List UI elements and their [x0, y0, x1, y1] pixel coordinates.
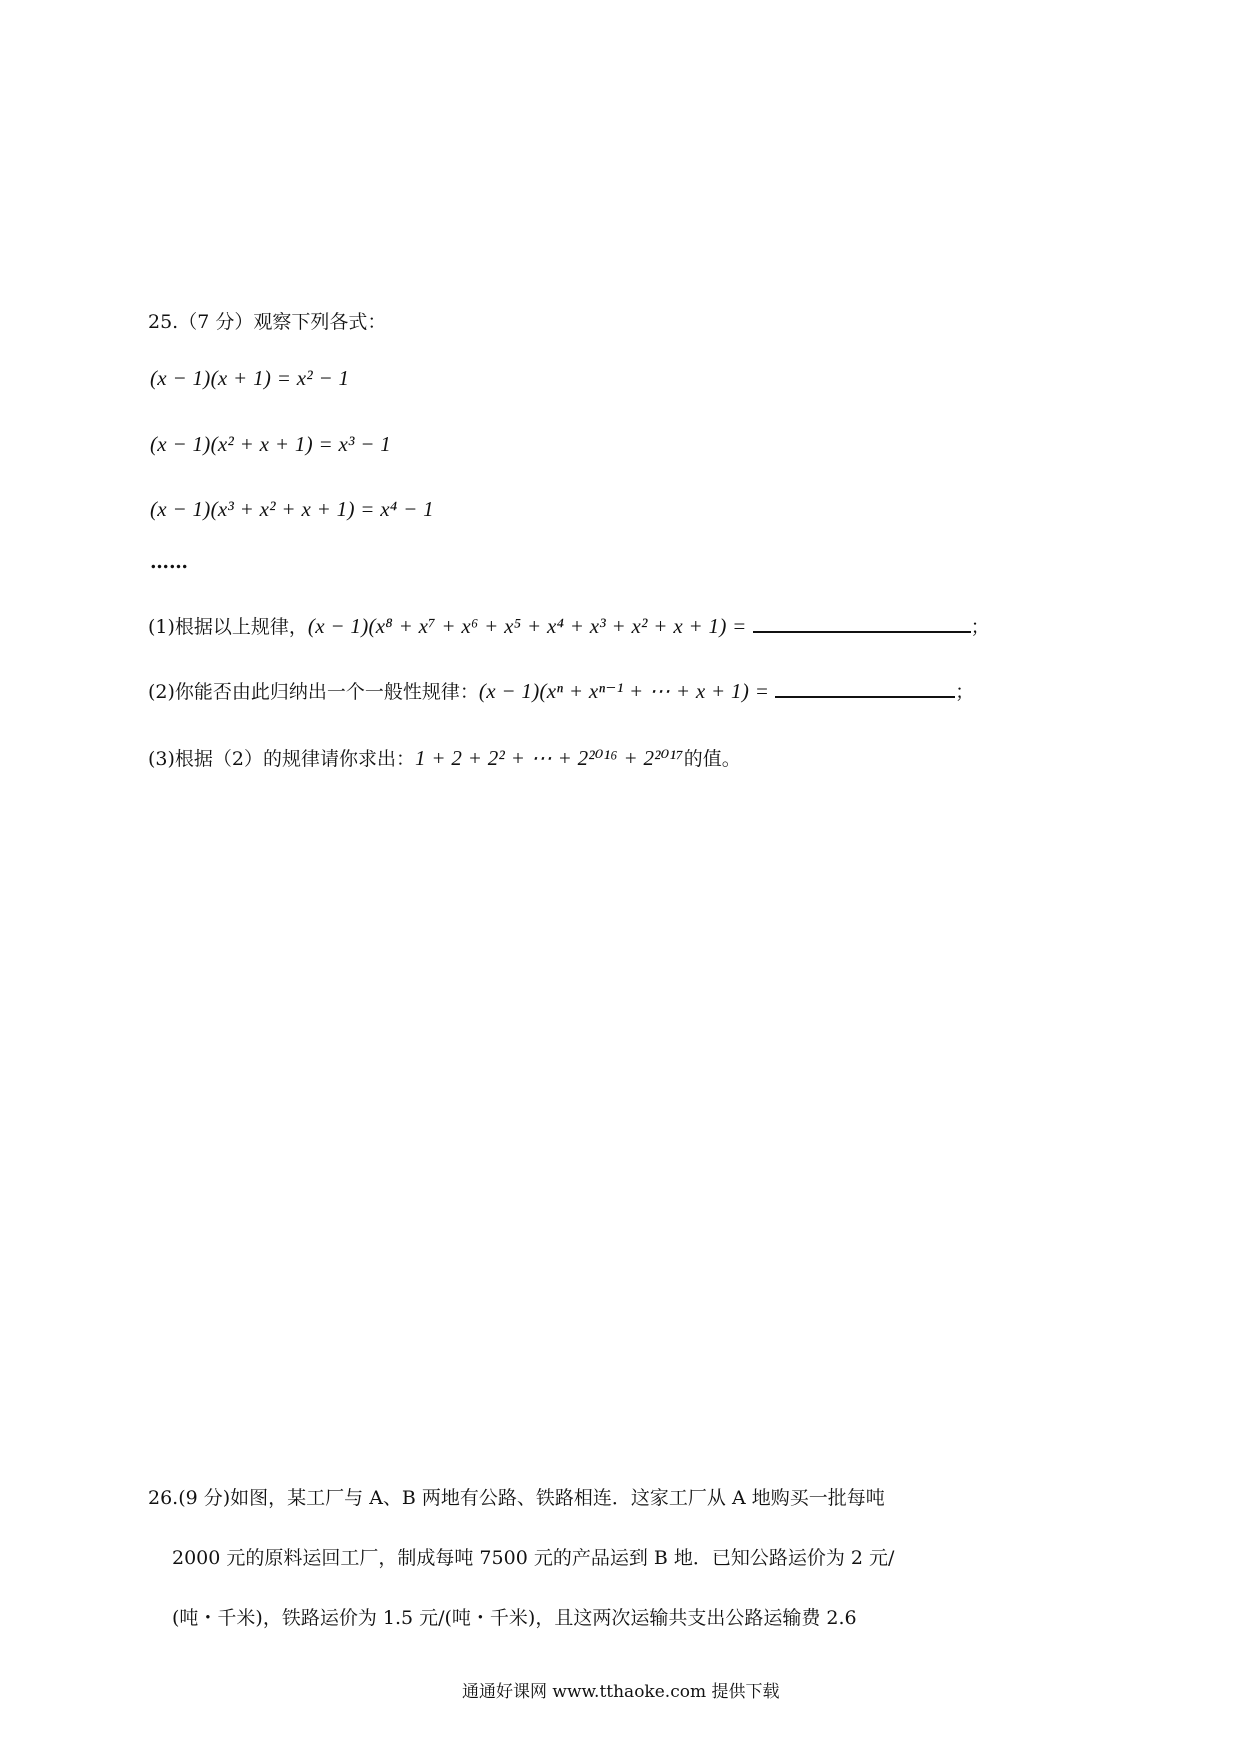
page-footer: 通通好课网 www.tthaoke.com 提供下载	[462, 1682, 780, 1702]
q25-part-1-end: ；	[970, 616, 990, 638]
q25-part-3-formula: 1 + 2 + 2² + ⋯ + 2²⁰¹⁶ + 2²⁰¹⁷	[415, 746, 684, 770]
q25-part-1-text: (1)根据以上规律，	[148, 616, 308, 638]
q25-part-3-text: (3)根据（2）的规律请你求出：	[148, 748, 416, 770]
q25-equation-1: (x − 1)(x + 1) = x² − 1	[150, 366, 350, 390]
q25-part-2-text: (2)你能否由此归纳出一个一般性规律：	[148, 681, 479, 703]
q25-part-2-answer-blank[interactable]	[775, 678, 955, 698]
q25-part-3	[148, 744, 741, 773]
q25-part-2-end: ；	[955, 681, 975, 703]
q26-line-2: 2000 元的原料运回工厂，制成每吨 7500 元的产品运到 B 地．已知公路运价为 2 元/	[172, 1547, 895, 1569]
q25-equation-3: (x − 1)(x³ + x² + x + 1) = x⁴ − 1	[150, 497, 434, 521]
q25-part-1	[148, 612, 990, 641]
q25-part-3-end: 的值。	[683, 748, 741, 770]
q26-line-3: (吨・千米)，铁路运价为 1.5 元/(吨・千米)，且这两次运输共支出公路运输费 2.6	[172, 1607, 857, 1629]
q25-part-2	[148, 677, 974, 706]
q25-part-1-answer-blank[interactable]	[753, 613, 971, 633]
q25-equation-2: (x − 1)(x² + x + 1) = x³ − 1	[150, 432, 392, 456]
q25-ellipsis: ……	[150, 551, 188, 573]
q26-line-1: 26.(9 分)如图，某工厂与 A、B 两地有公路、铁路相连．这家工厂从 A 地购买一批每吨	[148, 1487, 885, 1509]
q25-title: 25.（7 分）观察下列各式：	[148, 311, 387, 333]
q25-part-2-formula: (x − 1)(xⁿ + xⁿ⁻¹ + ⋯ + x + 1) =	[478, 679, 770, 703]
q25-part-1-formula: (x − 1)(x⁸ + x⁷ + x⁶ + x⁵ + x⁴ + x³ + x² + x + 1) =	[307, 614, 747, 638]
